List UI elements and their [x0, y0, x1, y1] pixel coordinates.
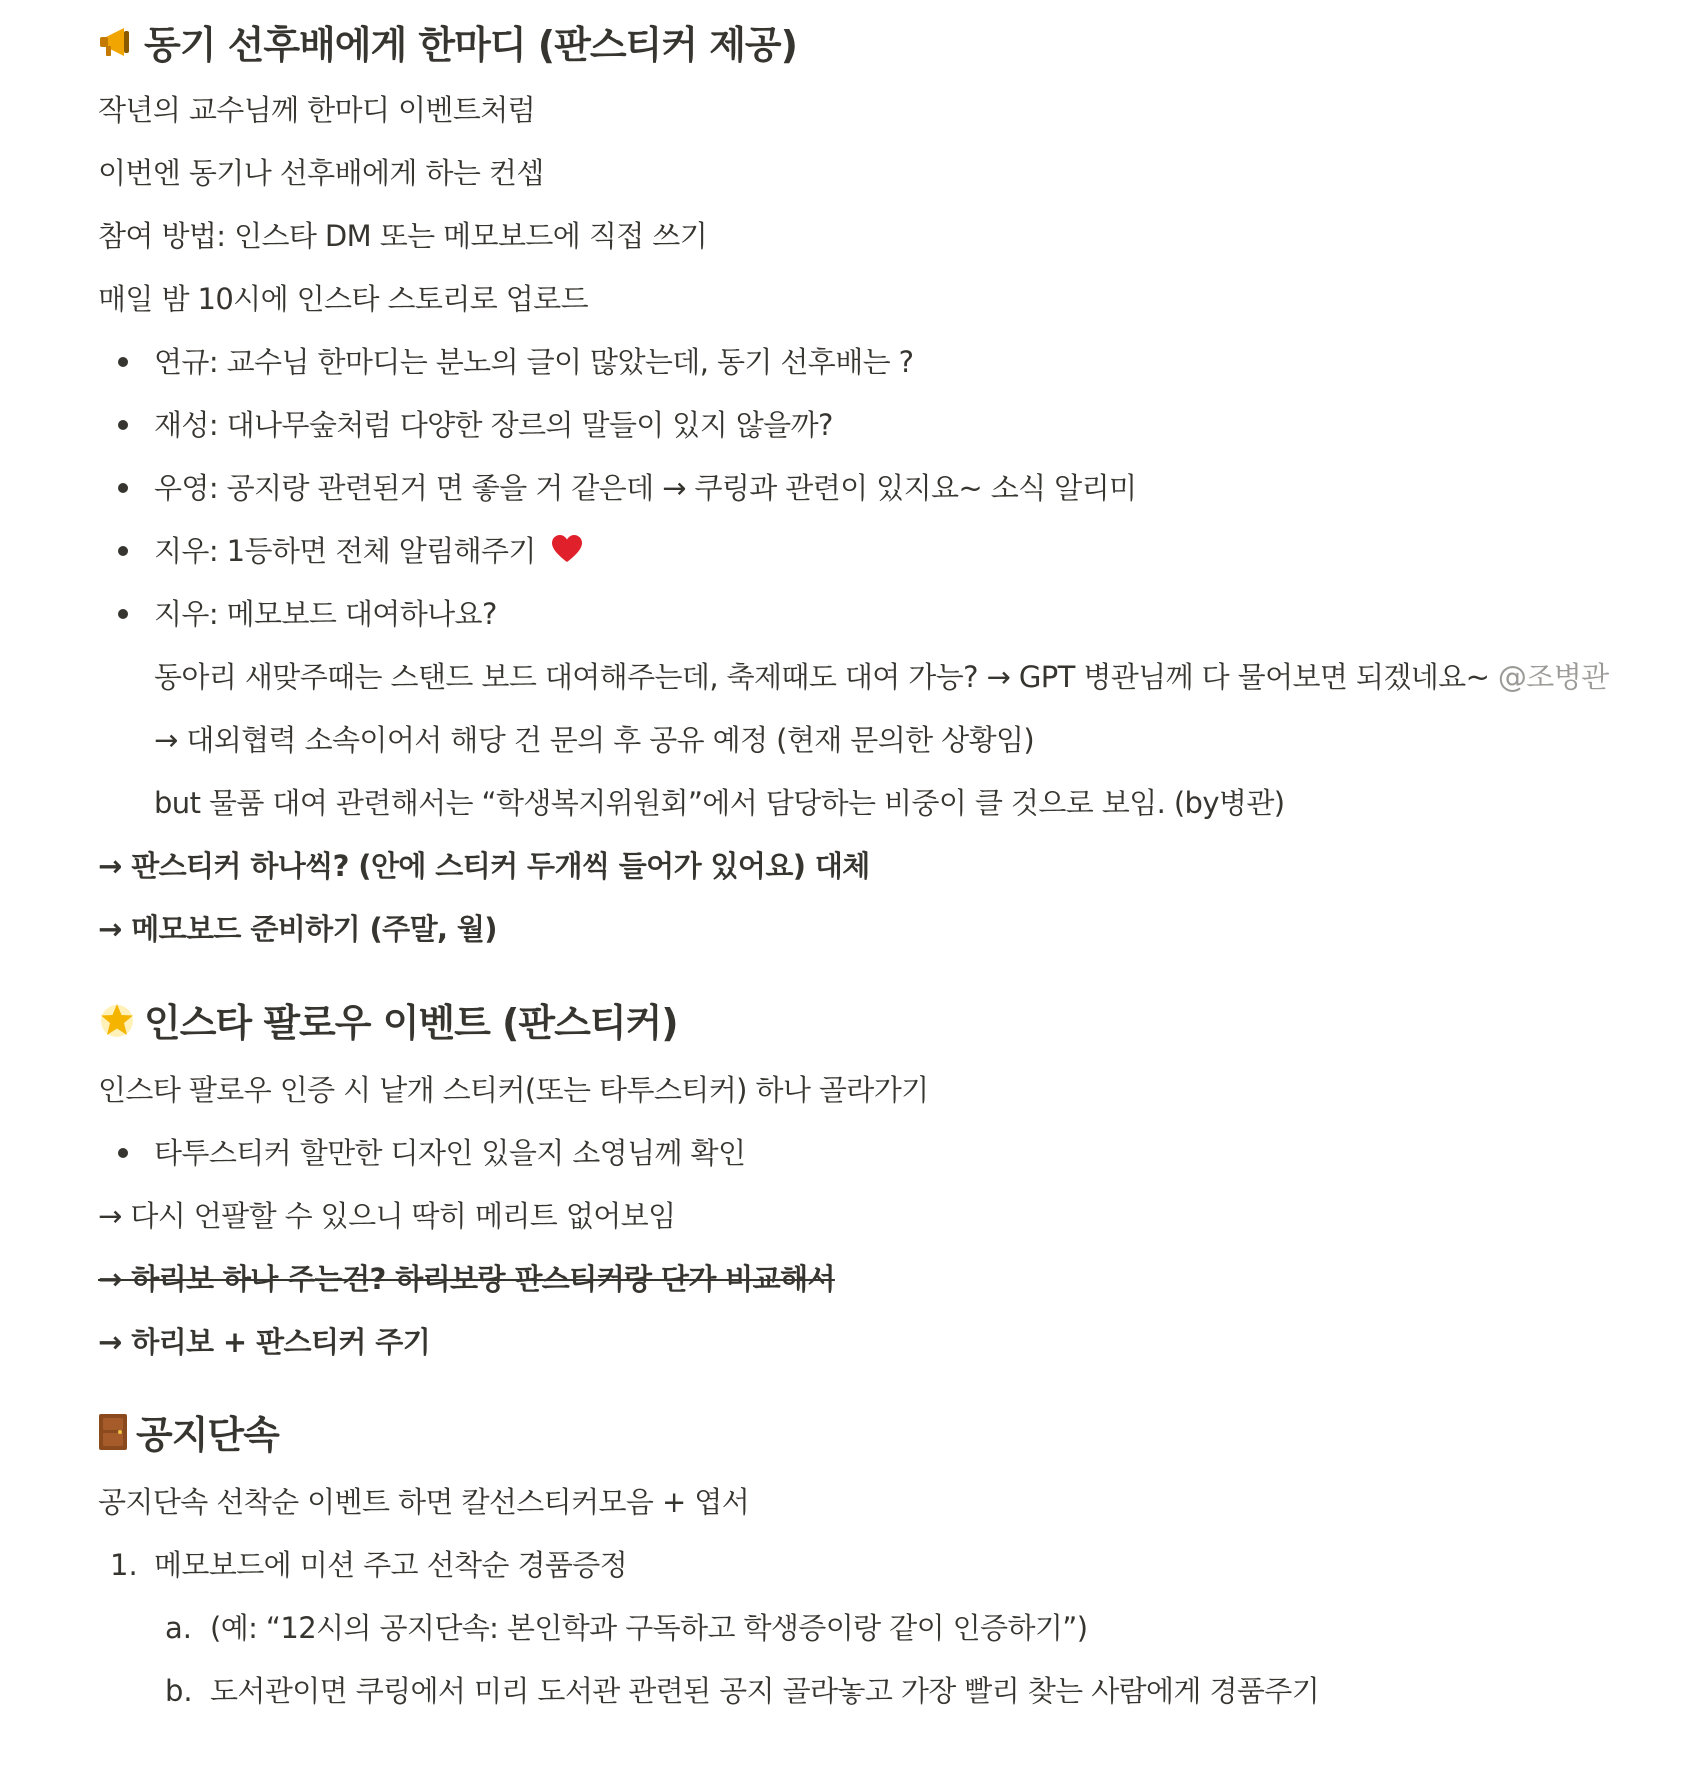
numbered-item: 메모보드에 미션 주고 선착순 경품증정 — [154, 1548, 628, 1582]
nested-paragraph: → 대외협력 소속이어서 해당 건 문의 후 공유 예정 (현재 문의한 상황임) — [154, 723, 1035, 757]
section-heading-text: 공지단속 — [136, 1413, 279, 1457]
bullet-item: 지우: 메모보드 대여하나요? — [154, 597, 497, 631]
bullet-dot — [118, 483, 128, 493]
paragraph: 작년의 교수님께 한마디 이벤트처럼 — [98, 93, 536, 127]
conclusion-line: → 하리보 + 판스티커 주기 — [98, 1325, 431, 1359]
section-heading-text: 동기 선후배에게 한마디 (판스티커 제공) — [144, 23, 797, 67]
conclusion-line: → 판스티커 하나씩? (안에 스티커 두개씩 들어가 있어요) 대체 — [98, 849, 870, 883]
bullet-item — [154, 531, 590, 573]
paragraph: → 다시 언팔할 수 있으니 딱히 메리트 없어보임 — [98, 1199, 676, 1233]
list-letter: b. — [165, 1674, 193, 1708]
bullet-dot — [118, 1148, 128, 1158]
nested-paragraph-text: 동아리 새맞주때는 스탠드 보드 대여해주는데, 축제때도 대여 가능? → GPT 병관님께 다 물어보면 되겠네요~ — [154, 660, 1498, 694]
bullet-item-text: 지우: 1등하면 전체 알림해주기 — [154, 534, 536, 568]
glowing-star-icon — [98, 1001, 136, 1051]
paragraph: 이번엔 동기나 선후배에게 하는 컨셉 — [98, 156, 544, 190]
list-number: 1. — [110, 1548, 138, 1582]
nested-paragraph — [154, 657, 1609, 697]
lettered-item: (예: “12시의 공지단속: 본인학과 구독하고 학생증이랑 같이 인증하기”) — [210, 1611, 1088, 1645]
bullet-item: 타투스티커 할만한 디자인 있을지 소영님께 확인 — [154, 1136, 746, 1170]
nested-paragraph: but 물품 대여 관련해서는 “학생복지위원회”에서 담당하는 비중이 클 것으로 보임. (by병관) — [154, 786, 1285, 820]
section-heading-insta-follow[interactable] — [98, 998, 678, 1051]
user-mention[interactable]: @조병관 — [1497, 660, 1609, 694]
paragraph: 참여 방법: 인스타 DM 또는 메모보드에 직접 쓰기 — [98, 219, 708, 253]
bullet-item: 재성: 대나무숲처럼 다양한 장르의 말들이 있지 않을까? — [154, 408, 833, 442]
heart-icon — [552, 533, 582, 573]
conclusion-line: → 메모보드 준비하기 (주말, 월) — [98, 912, 497, 946]
bullet-dot — [118, 609, 128, 619]
door-icon — [98, 1413, 128, 1463]
paragraph: 매일 밤 10시에 인스타 스토리로 업로드 — [98, 282, 589, 316]
section-heading-text: 인스타 팔로우 이벤트 (판스티커) — [144, 1001, 678, 1045]
bullet-dot — [118, 357, 128, 367]
list-letter: a. — [165, 1611, 192, 1645]
bullet-dot — [118, 546, 128, 556]
megaphone-icon — [98, 23, 136, 73]
paragraph: 인스타 팔로우 인증 시 낱개 스티커(또는 타투스티커) 하나 골라가기 — [98, 1073, 929, 1107]
bullet-dot — [118, 420, 128, 430]
bullet-item: 연규: 교수님 한마디는 분노의 글이 많았는데, 동기 선후배는 ? — [154, 345, 914, 379]
section-heading-cheer-message[interactable] — [98, 20, 797, 73]
lettered-item: 도서관이면 쿠링에서 미리 도서관 관련된 공지 골라놓고 가장 빨리 찾는 사람에게 경품주기 — [210, 1674, 1320, 1708]
section-heading-notice-check[interactable] — [98, 1410, 279, 1463]
paragraph: 공지단속 선착순 이벤트 하면 칼선스티커모음 + 엽서 — [98, 1485, 750, 1519]
struck-through-line: → 하리보 하나 주는건? 하리보랑 판스티커랑 단가 비교해서 — [98, 1262, 835, 1296]
bullet-item: 우영: 공지랑 관련된거 면 좋을 거 같은데 → 쿠링과 관련이 있지요~ 소식 알리미 — [154, 471, 1137, 505]
